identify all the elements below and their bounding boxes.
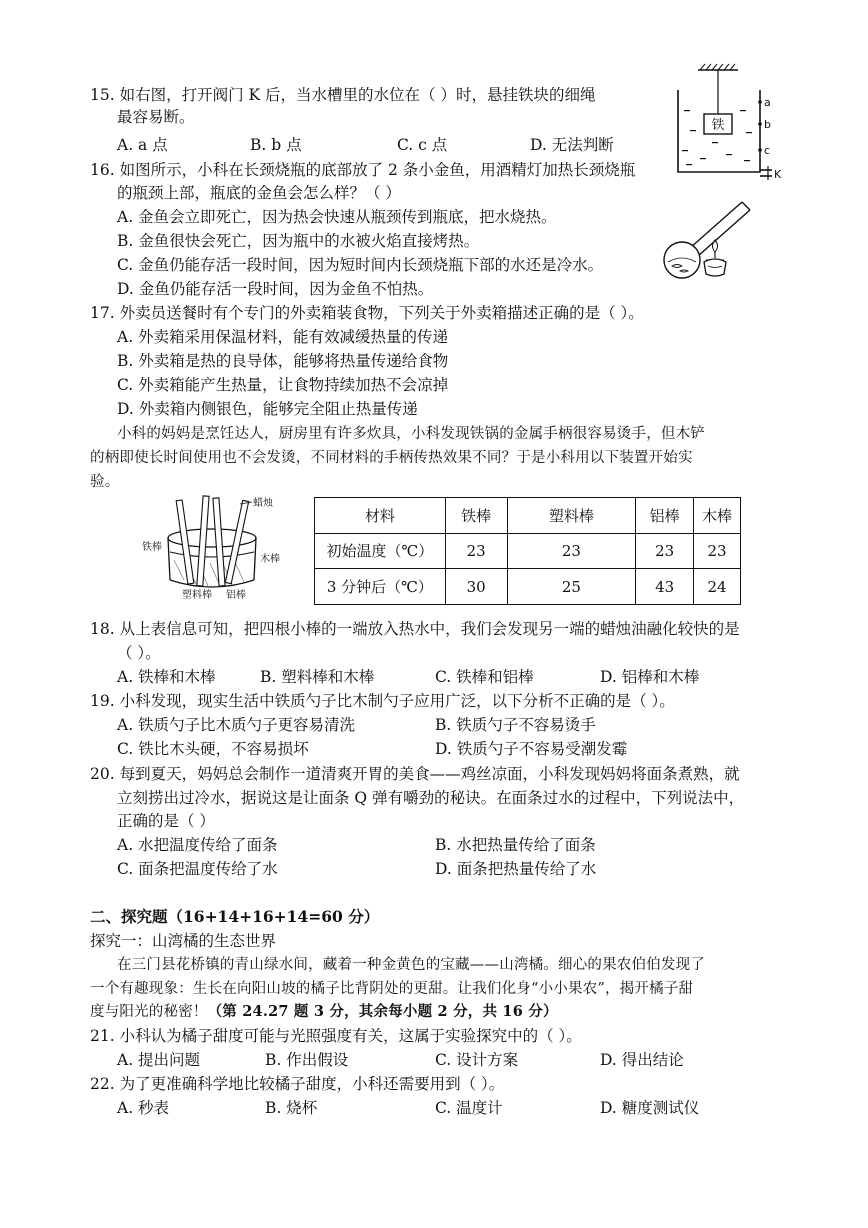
section2-passage-line3 xyxy=(90,1001,558,1023)
q16-option-a: A. 金鱼会立即死亡，因为热会快速从瓶颈传到瓶底，把水烧热。 xyxy=(117,208,557,226)
q18-stem-line1: 18. 从上表信息可知，把四根小棒的一端放入热水中，我们会发现另一端的蜡烛油融化较快的是 xyxy=(90,620,740,638)
table-cell: 初始温度（℃） xyxy=(315,533,446,569)
q15-option-a: A. a 点 xyxy=(117,136,168,154)
q16-option-b: B. 金鱼很快会死亡，因为瓶中的水被火焰直接烤热。 xyxy=(117,232,480,250)
q17-stem-line1: 17. 外卖员送餐时有个专门的外卖箱装食物，下列关于外卖箱描述正确的是（ ）。 xyxy=(90,304,644,322)
passage1-line1: 小科的妈妈是烹饪达人，厨房里有许多炊具，小科发现铁锅的金属手柄很容易烫手，但木铲 xyxy=(117,426,705,442)
q22-option-a: A. 秒表 xyxy=(117,1099,170,1117)
temperature-table xyxy=(314,497,741,605)
q19-option-a: A. 铁质勺子比木质勺子更容易清洗 xyxy=(117,716,356,734)
plastic-rod-label: 塑料棒 xyxy=(182,590,212,601)
level-a-label: a xyxy=(764,96,771,109)
q22-option-c: C. 温度计 xyxy=(435,1099,503,1117)
iron-rod-label: 铁棒 xyxy=(142,542,162,553)
q15-option-b: B. b 点 xyxy=(250,136,302,154)
q22-stem-line1: 22. 为了更准确科学地比较橘子甜度，小科还需要用到（ ）。 xyxy=(90,1075,505,1093)
valve-k-label: K xyxy=(774,168,782,181)
q18-stem-line2: （ ）。 xyxy=(117,644,161,662)
header-cell: 铝棒 xyxy=(636,498,694,534)
header-cell: 铁棒 xyxy=(445,498,507,534)
q20-option-a: A. 水把温度传给了面条 xyxy=(117,836,278,854)
q16-option-c: C. 金鱼仍能存活一段时间，因为短时间内长颈烧瓶下部的水还是冷水。 xyxy=(117,256,604,274)
table-cell: 23 xyxy=(636,533,694,569)
header-cell: 材料 xyxy=(315,498,446,534)
q20-option-c: C. 面条把温度传给了水 xyxy=(117,860,278,878)
q19-option-d: D. 铁质勺子不容易受潮发霉 xyxy=(435,740,628,758)
q18-option-c: C. 铁棒和铝棒 xyxy=(435,668,534,686)
table-cell: 24 xyxy=(694,569,741,605)
table-cell: 30 xyxy=(445,569,507,605)
q22-option-b: B. 烧杯 xyxy=(265,1099,318,1117)
q20-stem-line3: 正确的是（ ） xyxy=(117,812,215,830)
q21-option-b: B. 作出假设 xyxy=(265,1051,349,1069)
q18-option-a: A. 铁棒和木棒 xyxy=(117,668,216,686)
table-row xyxy=(315,569,741,605)
q21-option-d: D. 得出结论 xyxy=(600,1051,684,1069)
candle-label: 蜡烛 xyxy=(253,498,273,509)
section2-scoring-note: （第 24.27 题 3 分，其余每小题 2 分，共 16 分） xyxy=(207,1003,558,1020)
section2-passage-line2: 一个有趣现象：生长在向阳山坡的橘子比背阴处的更甜。让我们化身“小小果农”，揭开橘子甜 xyxy=(90,981,694,997)
q19-option-b: B. 铁质勺子不容易烫手 xyxy=(435,716,596,734)
q17-option-a: A. 外卖箱采用保温材料，能有效减缓热量的传递 xyxy=(117,328,449,346)
q17-option-b: B. 外卖箱是热的良导体，能够将热量传递给食物 xyxy=(117,352,449,370)
aluminum-rod-label: 铝棒 xyxy=(226,590,246,601)
section2-passage-line3-text: 度与阳光的秘密！ xyxy=(90,1004,208,1020)
q18-option-b: B. 塑料棒和木棒 xyxy=(260,668,375,686)
table-cell: 25 xyxy=(507,569,636,605)
q20-stem-line1: 20. 每到夏天，妈妈总会制作一道清爽开胃的美食——鸡丝凉面，小科发现妈妈将面条煮熟，就 xyxy=(90,765,740,783)
water-tank-figure xyxy=(660,62,790,192)
table-cell: 3 分钟后（℃） xyxy=(315,569,446,605)
section2-title: 二、探究题（16+14+16+14=60 分） xyxy=(90,907,380,926)
q21-option-c: C. 设计方案 xyxy=(435,1051,519,1069)
table-header-row xyxy=(315,498,741,534)
q15-option-c: C. c 点 xyxy=(397,136,448,154)
q19-stem-line1: 19. 小科发现，现实生活中铁质勺子比木制勺子应用广泛，以下分析不正确的是（ ）。 xyxy=(90,692,675,710)
q17-option-d: D. 外卖箱内侧银色，能够完全阻止热量传递 xyxy=(117,400,418,418)
level-b-label: b xyxy=(764,118,771,131)
flask-figure xyxy=(660,196,760,280)
section2-passage-line1: 在三门县花桥镇的青山绿水间，藏着一种金黄色的宝藏——山湾橘。细心的果农伯伯发现了 xyxy=(117,957,705,973)
q16-stem-line1: 16. 如图所示，小科在长颈烧瓶的底部放了 2 条小金鱼，用酒精灯加热长颈烧瓶 xyxy=(90,161,636,179)
table-cell: 23 xyxy=(445,533,507,569)
passage1-line3: 验。 xyxy=(90,474,120,490)
wood-rod-label: 木棒 xyxy=(260,554,280,565)
passage1-line2: 的柄即使长时间使用也不会发烫，不同材料的手柄传热效果不同？于是小科用以下装置开始实 xyxy=(90,450,693,466)
q15-stem-line1: 15. 如右图，打开阀门 K 后，当水槽里的水位在（ ）时，悬挂铁块的细绳 xyxy=(90,86,596,104)
q22-option-d: D. 糖度测试仪 xyxy=(600,1099,700,1117)
q21-stem-line1: 21. 小科认为橘子甜度可能与光照强度有关，这属于实验探究中的（ ）。 xyxy=(90,1027,582,1045)
table-cell: 23 xyxy=(507,533,636,569)
q20-option-d: D. 面条把热量传给了水 xyxy=(435,860,597,878)
iron-block-label: 铁 xyxy=(711,118,725,133)
header-cell: 塑料棒 xyxy=(507,498,636,534)
q18-option-d: D. 铝棒和木棒 xyxy=(600,668,700,686)
q17-option-c: C. 外卖箱能产生热量，让食物持续加热不会凉掉 xyxy=(117,376,449,394)
q21-option-a: A. 提出问题 xyxy=(117,1051,201,1069)
rods-apparatus-figure xyxy=(142,490,292,602)
q19-option-c: C. 铁比木头硬，不容易损坏 xyxy=(117,740,309,758)
q16-option-d: D. 金鱼仍能存活一段时间，因为金鱼不怕热。 xyxy=(117,280,434,298)
table-cell: 43 xyxy=(636,569,694,605)
table-cell: 23 xyxy=(694,533,741,569)
level-c-label: c xyxy=(764,144,771,157)
table-row xyxy=(315,533,741,569)
q20-option-b: B. 水把热量传给了面条 xyxy=(435,836,596,854)
q16-stem-line2: 的瓶颈上部，瓶底的金鱼会怎么样？（ ） xyxy=(117,184,401,202)
q15-option-d: D. 无法判断 xyxy=(530,136,614,154)
q15-stem-line2: 最容易断。 xyxy=(117,108,195,126)
q20-stem-line2: 立刻捞出过冷水，据说这是让面条 Q 弹有嚼劲的秘诀。在面条过水的过程中，下列说法中， xyxy=(117,789,745,807)
section2-subtitle: 探究一：山湾橘的生态世界 xyxy=(90,932,277,950)
header-cell: 木棒 xyxy=(694,498,741,534)
